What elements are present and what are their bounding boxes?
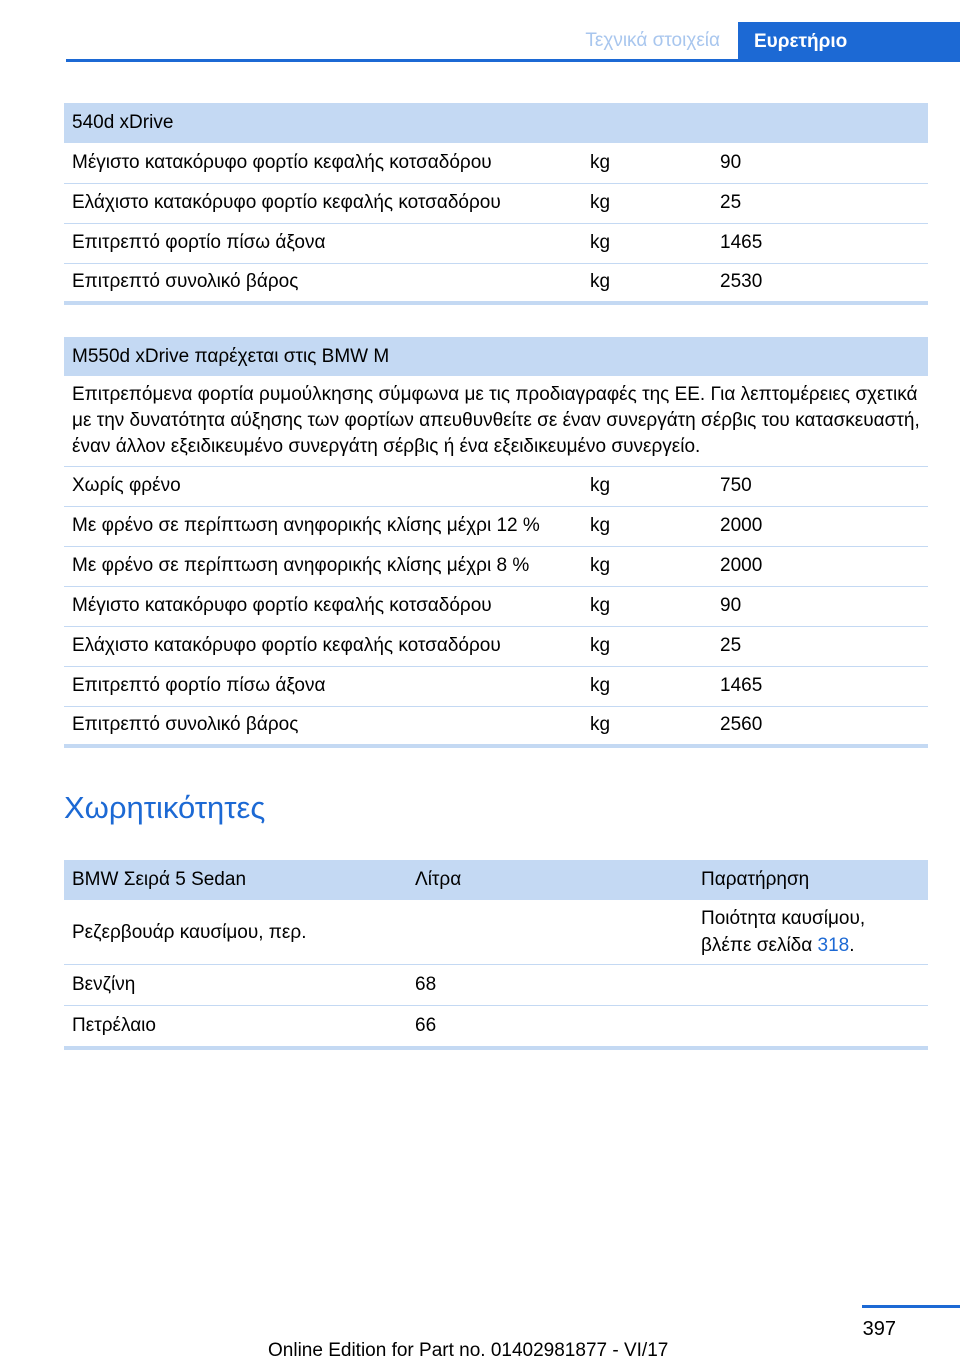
table-row (64, 626, 928, 666)
row-label: Με φρένο σε περίπτωση ανηφορικής κλίσης μέχρι 8 % (64, 546, 582, 586)
header-note: Παρατήρηση (693, 860, 928, 900)
table-row (64, 183, 928, 223)
header-liters: Λίτρα (407, 860, 693, 900)
row-value: 1465 (712, 223, 928, 263)
table-row (64, 263, 928, 303)
row-label: Επιτρεπτό συνολικό βάρος (64, 263, 582, 303)
table-header (64, 103, 928, 143)
row-value: 2000 (712, 506, 928, 546)
table-header (64, 337, 928, 376)
row-unit: kg (582, 626, 712, 666)
table-title: M550d xDrive παρέχεται στις BMW M (64, 337, 928, 376)
header-rule (66, 59, 960, 62)
table-row (64, 666, 928, 706)
row-unit: kg (582, 666, 712, 706)
row-unit: kg (582, 586, 712, 626)
row-unit: kg (582, 506, 712, 546)
header-model: BMW Σειρά 5 Sedan (64, 860, 407, 900)
table-header (64, 860, 928, 900)
table-row (64, 900, 928, 965)
row-liters: 68 (407, 965, 693, 1006)
row-liters: 66 (407, 1006, 693, 1049)
row-unit: kg (582, 223, 712, 263)
row-note (693, 1006, 928, 1049)
table-title: 540d xDrive (64, 103, 928, 143)
page-ref-link[interactable]: 318 (817, 935, 850, 956)
table-row (64, 546, 928, 586)
row-label: Πετρέλαιο (64, 1006, 407, 1049)
table-row (64, 1006, 928, 1049)
table-capacities (64, 860, 928, 1050)
page-header (66, 0, 960, 62)
table-row (64, 965, 928, 1006)
row-unit: kg (582, 546, 712, 586)
row-label: Ρεζερβουάρ καυσίμου, περ. (64, 900, 407, 965)
page-number-rule (862, 1305, 960, 1308)
row-label: Μέγιστο κατακόρυφο φορτίο κεφαλής κοτσαδόρου (64, 143, 582, 183)
row-value: 1465 (712, 666, 928, 706)
row-liters (407, 900, 693, 965)
section-title-capacities: Χωρητικότητες (64, 790, 266, 825)
row-label: Επιτρεπτό φορτίο πίσω άξονα (64, 223, 582, 263)
row-value: 2560 (712, 706, 928, 746)
row-value: 750 (712, 466, 928, 506)
row-unit: kg (582, 466, 712, 506)
table-note-row (64, 376, 928, 466)
tab-index[interactable]: Ευρετήριο (738, 22, 960, 62)
row-label: Με φρένο σε περίπτωση ανηφορικής κλίσης μέχρι 12 % (64, 506, 582, 546)
row-unit: kg (582, 706, 712, 746)
row-note (693, 900, 928, 965)
note-line1: Ποιότητα καυσίμου, (701, 908, 866, 929)
row-value: 25 (712, 626, 928, 666)
row-label: Χωρίς φρένο (64, 466, 582, 506)
edition-footer: Online Edition for Part no. 01402981877 - VI/17 (268, 1340, 669, 1361)
row-label: Επιτρεπτό φορτίο πίσω άξονα (64, 666, 582, 706)
table-540d (64, 103, 928, 305)
table-note: Επιτρεπόμενα φορτία ρυμούλκησης σύμφωνα με τις προδιαγραφές της ΕΕ. Για λεπτομέρειες σχετικά με την δυνατότητα αύξησης των φορτίων απευθυνθείτε σε έναν συνεργάτη σέρβις του κατασκευαστή, έναν άλλον εξειδικευμένο συνεργάτη σέρβις ή ένα εξειδικευμένο συνεργείο. (64, 376, 928, 466)
table-row (64, 506, 928, 546)
row-value: 90 (712, 143, 928, 183)
row-value: 2530 (712, 263, 928, 303)
row-unit: kg (582, 263, 712, 303)
row-unit: kg (582, 143, 712, 183)
row-value: 25 (712, 183, 928, 223)
row-label: Επιτρεπτό συνολικό βάρος (64, 706, 582, 746)
row-value: 2000 (712, 546, 928, 586)
table-m550d (64, 337, 928, 748)
table-row (64, 586, 928, 626)
tab-technical-data[interactable]: Τεχνικά στοιχεία (585, 30, 720, 51)
table-row (64, 466, 928, 506)
row-label: Ελάχιστο κατακόρυφο φορτίο κεφαλής κοτσαδόρου (64, 626, 582, 666)
row-label: Βενζίνη (64, 965, 407, 1006)
table-row (64, 223, 928, 263)
row-unit: kg (582, 183, 712, 223)
note-line2: βλέπε σελίδα (701, 935, 813, 956)
row-note (693, 965, 928, 1006)
table-row (64, 143, 928, 183)
row-value: 90 (712, 586, 928, 626)
table-row (64, 706, 928, 746)
note-period: . (849, 935, 855, 956)
page-number: 397 (862, 1318, 896, 1340)
row-label: Μέγιστο κατακόρυφο φορτίο κεφαλής κοτσαδόρου (64, 586, 582, 626)
row-label: Ελάχιστο κατακόρυφο φορτίο κεφαλής κοτσαδόρου (64, 183, 582, 223)
